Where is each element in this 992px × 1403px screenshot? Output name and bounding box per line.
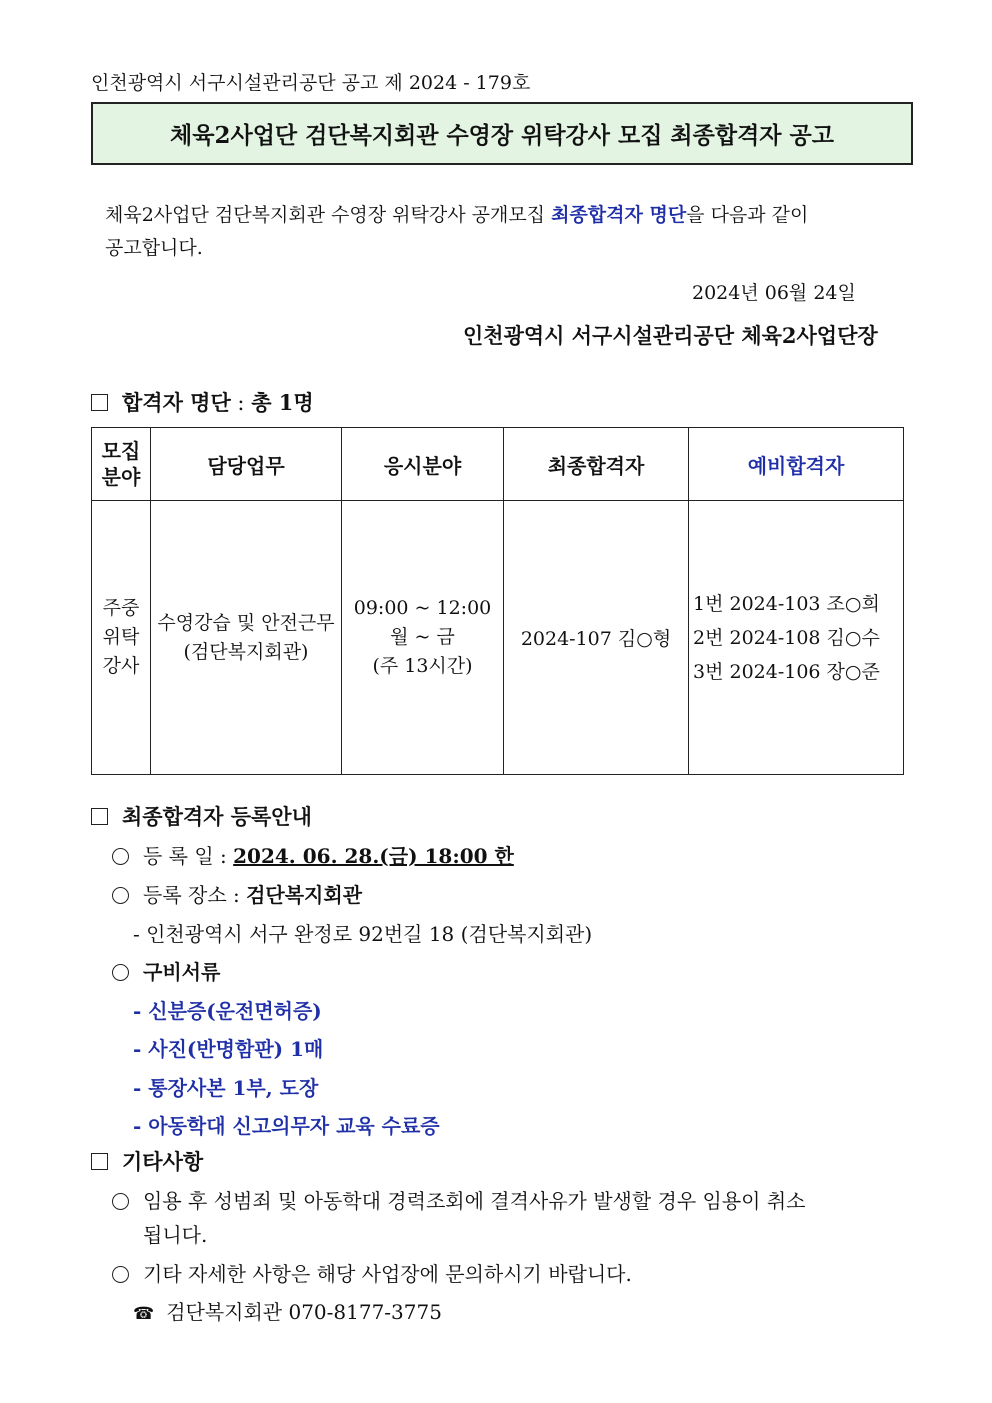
checkbox-square-icon — [91, 394, 108, 411]
cell-duty — [151, 501, 342, 775]
circle-bullet-icon — [112, 848, 129, 865]
intro-text-pre: 체육2사업단 검단복지회관 수영장 위탁강사 공개모집 — [105, 204, 552, 226]
document-title-text: 체육2사업단 검단복지회관 수영장 위탁강사 모집 최종합격자 공고 — [170, 122, 834, 149]
circle-bullet-icon — [112, 1266, 129, 1283]
section-misc-heading — [91, 1146, 203, 1176]
circle-bullet-icon — [112, 887, 129, 904]
intro-line-2: 공고합니다. — [105, 237, 203, 259]
registration-place — [112, 879, 362, 908]
table-row — [92, 501, 904, 775]
header-reserve: 예비합격자 — [689, 428, 904, 501]
contact-line — [133, 1296, 442, 1325]
notice-date: 2024년 06월 24일 — [692, 282, 856, 304]
header-field-line-1: 모집 — [101, 439, 141, 463]
table-header-row — [92, 428, 904, 501]
header-field — [92, 428, 151, 501]
cell-final: 2024-107 김○형 — [504, 501, 689, 775]
area-line: (주 13시간) — [372, 655, 473, 677]
intro-line-1 — [105, 200, 808, 227]
misc-item-1-line-2: 됩니다. — [143, 1223, 208, 1247]
reserve-item: 2번 2024-108 김○수 — [693, 626, 880, 649]
circle-bullet-icon — [112, 964, 129, 981]
checkbox-square-icon — [91, 808, 108, 825]
required-docs-title: 구비서류 — [143, 960, 221, 984]
section-roster-count: 총 1명 — [251, 390, 314, 415]
required-docs-heading — [112, 956, 220, 985]
reserve-item: 1번 2024-103 조○희 — [693, 592, 880, 615]
reserve-item: 3번 2024-106 장○준 — [693, 660, 880, 683]
circle-bullet-icon — [112, 1193, 129, 1210]
misc-item-1-text: 임용 후 성범죄 및 아동학대 경력조회에 결격사유가 발생할 경우 임용이 취소 — [143, 1189, 806, 1213]
cell-field — [92, 501, 151, 775]
intro-highlight: 최종합격자 명단 — [551, 204, 687, 226]
required-doc-item: - 사진(반명함판) 1매 — [133, 1037, 324, 1061]
area-line: 월 ~ 금 — [390, 626, 455, 648]
section-roster-heading — [91, 387, 314, 417]
section-roster-sep: : — [230, 391, 252, 415]
area-line: 09:00 ~ 12:00 — [353, 597, 492, 619]
field-line: 위탁 — [102, 626, 140, 648]
misc-item-2-text: 기타 자세한 사항은 해당 사업장에 문의하시기 바랍니다. — [143, 1262, 632, 1286]
registration-date-label: 등 록 일 : — [143, 844, 234, 868]
required-doc-item: - 신분증(운전면허증) — [133, 999, 322, 1023]
section-misc-title: 기타사항 — [122, 1149, 204, 1174]
required-doc-item: - 통장사본 1부, 도장 — [133, 1076, 319, 1100]
duty-line: (검단복지회관) — [183, 640, 309, 663]
section-registration-heading — [91, 801, 312, 831]
phone-icon: ☎ — [133, 1304, 155, 1324]
section-roster-title: 합격자 명단 — [122, 390, 231, 415]
issuer: 인천광역시 서구시설관리공단 체육2사업단장 — [463, 323, 878, 348]
field-line: 강사 — [102, 655, 140, 677]
intro-text-post: 을 다음과 같이 — [686, 204, 809, 226]
section-registration-title: 최종합격자 등록안내 — [122, 804, 312, 829]
notice-number: 인천광역시 서구시설관리공단 공고 제 2024 - 179호 — [91, 72, 531, 94]
registration-place-value: 검단복지회관 — [246, 883, 363, 907]
header-area: 응시분야 — [342, 428, 504, 501]
registration-date — [112, 840, 514, 869]
contact-text: 검단복지회관 070-8177-3775 — [166, 1300, 442, 1324]
header-field-line-2: 분야 — [101, 465, 141, 489]
registration-place-label: 등록 장소 : — [143, 883, 247, 907]
header-final: 최종합격자 — [504, 428, 689, 501]
registration-date-value: 2024. 06. 28.(금) 18:00 한 — [233, 844, 514, 868]
header-duty: 담당업무 — [151, 428, 342, 501]
required-doc-item: - 아동학대 신고의무자 교육 수료증 — [133, 1114, 440, 1138]
document-title — [91, 102, 913, 165]
misc-item-2 — [112, 1258, 632, 1287]
duty-line: 수영강습 및 안전근무 — [157, 611, 335, 634]
registration-address: - 인천광역시 서구 완정로 92번길 18 (검단복지회관) — [133, 922, 593, 946]
cell-reserve — [689, 501, 904, 775]
cell-area — [342, 501, 504, 775]
roster-table — [91, 427, 904, 775]
misc-item-1-line-1 — [112, 1185, 806, 1214]
field-line: 주중 — [102, 597, 140, 619]
checkbox-square-icon — [91, 1153, 108, 1170]
